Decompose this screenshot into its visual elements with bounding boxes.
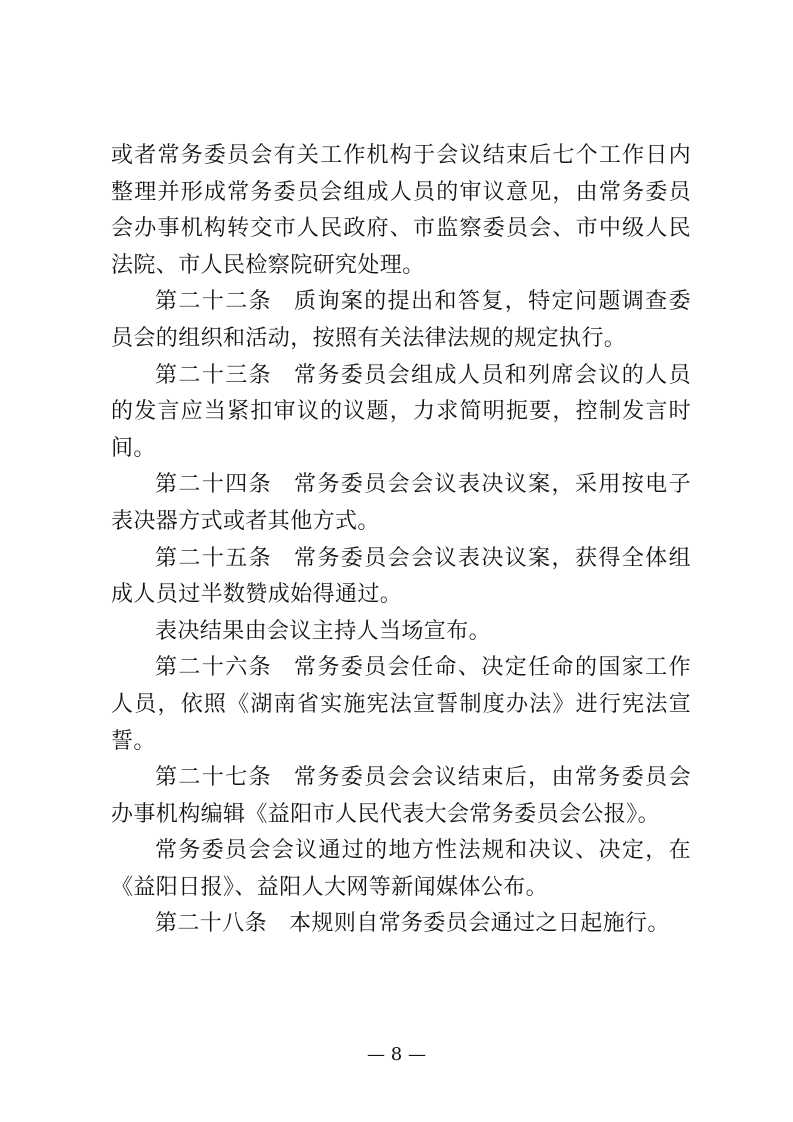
article-number: 第二十六条 — [155, 655, 273, 681]
article-number: 第二十四条 — [155, 472, 273, 498]
article-text: 本规则自常务委员会通过之日起施行。 — [289, 911, 670, 937]
article-27-clause — [111, 833, 691, 906]
article-23 — [111, 358, 691, 468]
article-25 — [111, 541, 691, 614]
article-number: 第二十二条 — [155, 289, 273, 315]
paragraph-text: 表决结果由会议主持人当场宣布。 — [155, 618, 492, 644]
continuation-paragraph — [111, 138, 691, 284]
article-number: 第二十八条 — [155, 911, 268, 937]
article-number: 第二十三条 — [155, 362, 273, 388]
paragraph-text: 或者常务委员会有关工作机构于会议结束后七个工作日内整理并形成常务委员会组成人员的审议意见，由常务委员会办事机构转交市人民政府、市监察委员会、市中级人民法院、市人民检察院研究处理。 — [111, 143, 691, 278]
article-25-clause — [111, 614, 691, 651]
article-text: 常务委员会会议结束后，由常务委员会办事机构编辑《益阳市人民代表大会常务委员会公报》。 — [111, 765, 691, 827]
article-26 — [111, 650, 691, 760]
document-body — [111, 138, 691, 943]
paragraph-text: 常务委员会会议通过的地方性法规和决议、决定，在《益阳日报》、益阳人大网等新闻媒体公布。 — [111, 838, 691, 900]
article-22 — [111, 284, 691, 357]
article-text: 质询案的提出和答复，特定问题调查委员会的组织和活动，按照有关法律法规的规定执行。 — [111, 289, 691, 351]
article-24 — [111, 467, 691, 540]
article-text: 常务委员会组成人员和列席会议的人员的发言应当紧扣审议的议题，力求简明扼要，控制发言时间。 — [111, 362, 691, 461]
page-number: — 8 — — [367, 1044, 426, 1065]
article-text: 常务委员会会议表决议案，采用按电子表决器方式或者其他方式。 — [111, 472, 691, 534]
article-28 — [111, 906, 691, 943]
article-text: 常务委员会会议表决议案，获得全体组成人员过半数赞成始得通过。 — [111, 545, 691, 608]
article-text: 常务委员会任命、决定任命的国家工作人员，依照《湖南省实施宪法宣誓制度办法》进行宪法宣誓。 — [111, 655, 691, 754]
article-number: 第二十五条 — [155, 545, 273, 571]
article-27 — [111, 760, 691, 833]
article-number: 第二十七条 — [155, 765, 273, 791]
